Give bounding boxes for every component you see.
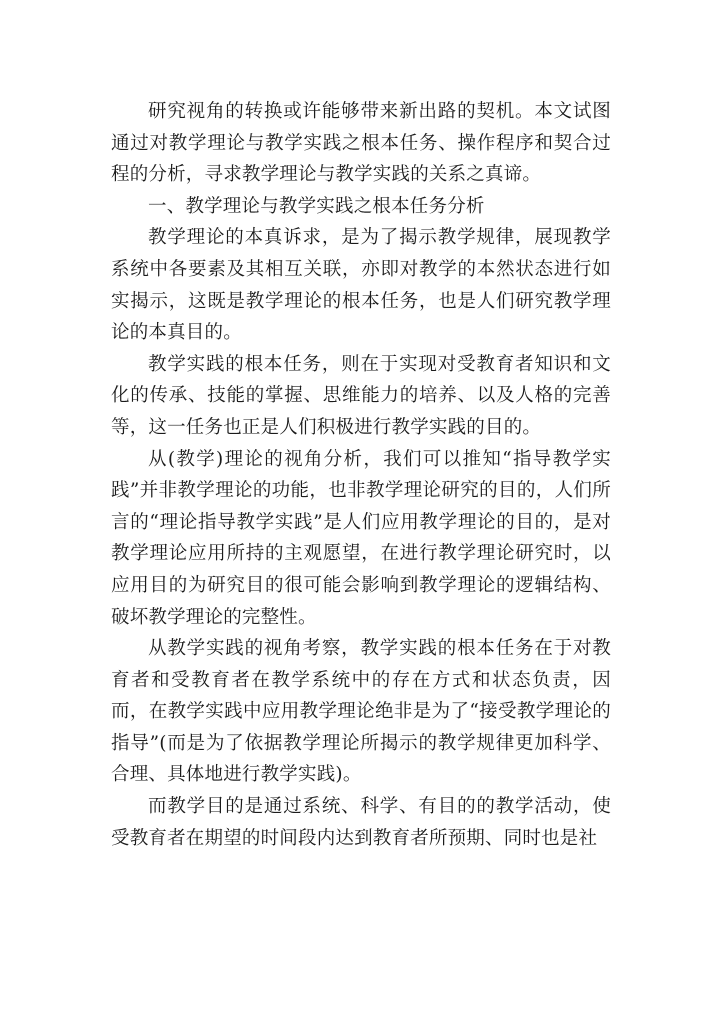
paragraph-theory-perspective: 从(教学)理论的视角分析，我们可以推知“指导教学实践”并非教学理论的功能，也非教学理论研究的目的，人们所言的“理论指导教学实践”是人们应用教学理论的目的，是对教学理论应用所持的主观愿望，在进行教学理论研究时，以应用目的为研究目的很可能会影响到教学理论的逻辑结构、破坏教学理论的完整性。: [111, 448, 611, 628]
body-text: [111, 96, 611, 854]
paragraph-intro: 研究视角的转换或许能够带来新出路的契机。本文试图通过对教学理论与教学实践之根本任务、操作程序和契合过程的分析，寻求教学理论与教学实践的关系之真谛。: [111, 101, 611, 186]
paragraph-teaching-goal: 而教学目的是通过系统、科学、有目的的教学活动，使受教育者在期望的时间段内达到教育者所预期、同时也是社: [111, 796, 611, 849]
section-heading: 一、教学理论与教学实践之根本任务分析: [148, 195, 485, 217]
paragraph-practice-task: 教学实践的根本任务，则在于实现对受教育者知识和文化的传承、技能的掌握、思维能力的培养、以及人格的完善等，这一任务也正是人们积极进行教学实践的目的。: [111, 353, 611, 438]
paragraph-practice-perspective: 从教学实践的视角考察，教学实践的根本任务在于对教育者和受教育者在教学系统中的存在方式和状态负责，因而，在教学实践中应用教学理论绝非是为了“接受教学理论的指导”(而是为了依据教学理论所揭示的教学规律更加科学、合理、具体地进行教学实践)。: [111, 638, 611, 786]
paragraph-theory-task: 教学理论的本真诉求，是为了揭示教学规律，展现教学系统中各要素及其相互关联，亦即对教学的本然状态进行如实揭示，这既是教学理论的根本任务，也是人们研究教学理论的本真目的。: [111, 227, 611, 344]
